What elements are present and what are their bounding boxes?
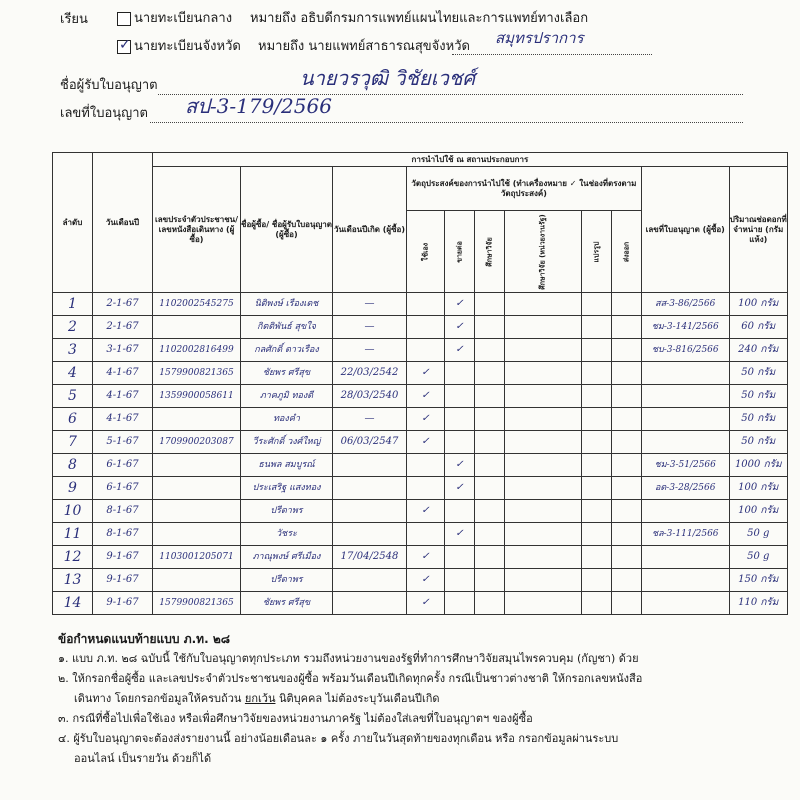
option-provincial-registrar: นายทะเบียนจังหวัด bbox=[134, 39, 241, 54]
cell-no[interactable]: 14 bbox=[53, 592, 93, 615]
cell-p5[interactable] bbox=[581, 523, 611, 546]
table-row bbox=[53, 431, 788, 454]
cell-p4[interactable] bbox=[505, 293, 581, 316]
cell-date[interactable]: 6-1-67 bbox=[93, 477, 153, 500]
cell-p5[interactable] bbox=[581, 408, 611, 431]
cell-p1[interactable]: ✓ bbox=[407, 500, 445, 523]
cell-date[interactable]: 4-1-67 bbox=[93, 408, 153, 431]
table-row bbox=[53, 592, 788, 615]
cell-p6[interactable] bbox=[611, 523, 641, 546]
table-row bbox=[53, 454, 788, 477]
notes-title: ข้อกำหนดแนบท้ายแบบ ภ.ท. ๒๘ bbox=[58, 632, 230, 646]
col-header-export: ส่งออก bbox=[611, 211, 641, 293]
cell-p1[interactable]: ✓ bbox=[407, 546, 445, 569]
cell-p5[interactable] bbox=[581, 339, 611, 362]
cell-p1[interactable] bbox=[407, 454, 445, 477]
cell-qty[interactable]: 50 g bbox=[729, 546, 787, 569]
cell-dob[interactable]: 17/04/2548 bbox=[333, 546, 407, 569]
cell-qty[interactable]: 110 กรัม bbox=[729, 592, 787, 615]
cell-p6[interactable] bbox=[611, 546, 641, 569]
cell-p1[interactable] bbox=[407, 477, 445, 500]
cell-id[interactable] bbox=[153, 408, 241, 431]
cell-id[interactable] bbox=[153, 569, 241, 592]
cell-p1[interactable]: ✓ bbox=[407, 431, 445, 454]
cell-no[interactable]: 10 bbox=[53, 500, 93, 523]
cell-p1[interactable]: ✓ bbox=[407, 408, 445, 431]
cell-p2[interactable] bbox=[445, 500, 475, 523]
cell-name[interactable]: ปรีดาพร bbox=[241, 569, 333, 592]
cell-p2[interactable]: ✓ bbox=[445, 339, 475, 362]
option-central-desc: หมายถึง อธิบดีกรมการแพทย์แผนไทยและการแพทย์ทางเลือก bbox=[250, 11, 589, 26]
cell-license[interactable] bbox=[641, 408, 729, 431]
cell-qty[interactable]: 50 กรัม bbox=[729, 431, 787, 454]
cell-p3[interactable] bbox=[475, 523, 505, 546]
cell-license[interactable] bbox=[641, 500, 729, 523]
cell-id[interactable]: 1579900821365 bbox=[153, 592, 241, 615]
cell-dob[interactable]: 06/03/2547 bbox=[333, 431, 407, 454]
cell-no[interactable]: 3 bbox=[53, 339, 93, 362]
cell-p2[interactable]: ✓ bbox=[445, 293, 475, 316]
cell-dob[interactable] bbox=[333, 523, 407, 546]
cell-p2[interactable] bbox=[445, 546, 475, 569]
checkbox-provincial-registrar[interactable] bbox=[117, 37, 131, 54]
cell-p4[interactable] bbox=[505, 523, 581, 546]
cell-p3[interactable] bbox=[475, 431, 505, 454]
cell-qty[interactable]: 150 กรัม bbox=[729, 569, 787, 592]
col-header-no: ลำดับ bbox=[53, 153, 93, 293]
cell-p6[interactable] bbox=[611, 569, 641, 592]
col-header-research: ศึกษาวิจัย bbox=[475, 211, 505, 293]
cell-no[interactable]: 12 bbox=[53, 546, 93, 569]
license-number-value[interactable]: สป-3-179/2566 bbox=[185, 94, 332, 118]
cell-p3[interactable] bbox=[475, 339, 505, 362]
cell-id[interactable]: 1102002816499 bbox=[153, 339, 241, 362]
cell-p1[interactable] bbox=[407, 523, 445, 546]
cell-dob[interactable] bbox=[333, 454, 407, 477]
cell-p5[interactable] bbox=[581, 316, 611, 339]
cell-p2[interactable] bbox=[445, 569, 475, 592]
cell-p3[interactable] bbox=[475, 500, 505, 523]
cell-p5[interactable] bbox=[581, 293, 611, 316]
cell-date[interactable]: 9-1-67 bbox=[93, 592, 153, 615]
option-provincial-desc: หมายถึง นายแพทย์สาธารณสุขจังหวัด bbox=[258, 39, 470, 54]
cell-id[interactable] bbox=[153, 523, 241, 546]
cell-dob[interactable]: — bbox=[333, 339, 407, 362]
cell-name[interactable]: วีระศักดิ์ วงศ์ใหญ่ bbox=[241, 431, 333, 454]
cell-p6[interactable] bbox=[611, 362, 641, 385]
cell-no[interactable]: 9 bbox=[53, 477, 93, 500]
cell-no[interactable]: 1 bbox=[53, 293, 93, 316]
cell-no[interactable]: 5 bbox=[53, 385, 93, 408]
cell-dob[interactable] bbox=[333, 477, 407, 500]
table-row bbox=[53, 385, 788, 408]
cell-p1[interactable]: ✓ bbox=[407, 385, 445, 408]
cell-license[interactable] bbox=[641, 546, 729, 569]
cell-p6[interactable] bbox=[611, 431, 641, 454]
cell-p4[interactable] bbox=[505, 477, 581, 500]
cell-date[interactable]: 2-1-67 bbox=[93, 293, 153, 316]
cell-date[interactable]: 9-1-67 bbox=[93, 569, 153, 592]
cell-p3[interactable] bbox=[475, 408, 505, 431]
license-number-label: เลขที่ใบอนุญาต bbox=[60, 106, 148, 121]
table-row bbox=[53, 408, 788, 431]
license-number-underline bbox=[150, 122, 743, 123]
province-underline bbox=[452, 54, 652, 55]
cell-p4[interactable] bbox=[505, 592, 581, 615]
cell-p2[interactable] bbox=[445, 408, 475, 431]
cell-name[interactable]: ชัยพร ศรีสุข bbox=[241, 362, 333, 385]
sales-record-table bbox=[52, 152, 788, 615]
cell-p4[interactable] bbox=[505, 339, 581, 362]
cell-id[interactable]: 1103001205071 bbox=[153, 546, 241, 569]
cell-p3[interactable] bbox=[475, 592, 505, 615]
table-row bbox=[53, 316, 788, 339]
cell-license[interactable] bbox=[641, 569, 729, 592]
cell-name[interactable]: ปรีดาพร bbox=[241, 500, 333, 523]
cell-p4[interactable] bbox=[505, 500, 581, 523]
cell-p4[interactable] bbox=[505, 408, 581, 431]
cell-p5[interactable] bbox=[581, 431, 611, 454]
cell-qty[interactable]: 60 กรัม bbox=[729, 316, 787, 339]
cell-name[interactable]: ธนพล สมบูรณ์ bbox=[241, 454, 333, 477]
cell-dob[interactable]: 22/03/2542 bbox=[333, 362, 407, 385]
cell-p5[interactable] bbox=[581, 454, 611, 477]
cell-id[interactable] bbox=[153, 477, 241, 500]
cell-name[interactable]: ประเสริฐ แสงทอง bbox=[241, 477, 333, 500]
licensee-label: ชื่อผู้รับใบอนุญาต bbox=[60, 78, 158, 93]
cell-p4[interactable] bbox=[505, 362, 581, 385]
cell-qty[interactable]: 100 กรัม bbox=[729, 500, 787, 523]
cell-p4[interactable] bbox=[505, 546, 581, 569]
cell-p3[interactable] bbox=[475, 569, 505, 592]
cell-p3[interactable] bbox=[475, 385, 505, 408]
cell-p6[interactable] bbox=[611, 454, 641, 477]
col-header-date: วันเดือนปี bbox=[93, 153, 153, 293]
cell-p4[interactable] bbox=[505, 316, 581, 339]
cell-date[interactable]: 3-1-67 bbox=[93, 339, 153, 362]
group-header-usage: การนำไปใช้ ณ สถานประกอบการ bbox=[153, 153, 788, 167]
cell-license[interactable] bbox=[641, 385, 729, 408]
col-header-license: เลขที่ใบอนุญาต (ผู้ซื้อ) bbox=[641, 167, 729, 293]
cell-no[interactable]: 4 bbox=[53, 362, 93, 385]
cell-p1[interactable]: ✓ bbox=[407, 592, 445, 615]
cell-id[interactable]: 1359900058611 bbox=[153, 385, 241, 408]
cell-p6[interactable] bbox=[611, 592, 641, 615]
cell-qty[interactable]: 240 กรัม bbox=[729, 339, 787, 362]
note-4-cont: ออนไลน์ เป็นรายวัน ด้วยก็ได้ bbox=[74, 752, 212, 765]
cell-p2[interactable]: ✓ bbox=[445, 477, 475, 500]
cell-p1[interactable]: ✓ bbox=[407, 362, 445, 385]
province-value[interactable]: สมุทรปราการ bbox=[495, 29, 584, 47]
cell-p2[interactable] bbox=[445, 431, 475, 454]
cell-p4[interactable] bbox=[505, 431, 581, 454]
cell-id[interactable] bbox=[153, 500, 241, 523]
table-row bbox=[53, 546, 788, 569]
cell-id[interactable] bbox=[153, 454, 241, 477]
cell-license[interactable]: ชล-3-111/2566 bbox=[641, 523, 729, 546]
cell-qty[interactable]: 100 กรัม bbox=[729, 477, 787, 500]
cell-p1[interactable]: ✓ bbox=[407, 569, 445, 592]
cell-p6[interactable] bbox=[611, 385, 641, 408]
cell-license[interactable] bbox=[641, 431, 729, 454]
note-2: ๒. ให้กรอกชื่อผู้ซื้อ และเลขประจำตัวประชาชนของผู้ซื้อ พร้อมวันเดือนปีเกิดทุกครั้ง กรณีเป็นชาวต่างชาติ ให้กรอกเลขหนังสือ bbox=[58, 672, 643, 685]
cell-qty[interactable]: 50 กรัม bbox=[729, 362, 787, 385]
col-header-self-use: ใช้เอง bbox=[407, 211, 445, 293]
col-header-id: เลขประจำตัวประชาชน/ เลขหนังสือเดินทาง (ผู้ซื้อ) bbox=[153, 167, 241, 293]
cell-license[interactable]: อด-3-28/2566 bbox=[641, 477, 729, 500]
cell-no[interactable]: 13 bbox=[53, 569, 93, 592]
cell-license[interactable] bbox=[641, 362, 729, 385]
col-header-dob: วันเดือนปีเกิด (ผู้ซื้อ) bbox=[333, 167, 407, 293]
cell-p2[interactable]: ✓ bbox=[445, 523, 475, 546]
col-header-research-gov: ศึกษาวิจัย (หน่วยงานรัฐ) bbox=[505, 211, 581, 293]
cell-p4[interactable] bbox=[505, 569, 581, 592]
cell-date[interactable]: 4-1-67 bbox=[93, 385, 153, 408]
note-1: ๑. แบบ ภ.ท. ๒๘ ฉบับนี้ ใช้กับใบอนุญาตทุกประเภท รวมถึงหน่วยงานของรัฐที่ทำการศึกษาวิจัยสมุนไพรควบคุม (กัญชา) ด้วย bbox=[58, 652, 639, 665]
cell-p4[interactable] bbox=[505, 385, 581, 408]
cell-date[interactable]: 6-1-67 bbox=[93, 454, 153, 477]
cell-id[interactable] bbox=[153, 316, 241, 339]
cell-name[interactable]: ภาคภูมิ ทองดี bbox=[241, 385, 333, 408]
cell-p3[interactable] bbox=[475, 546, 505, 569]
cell-p5[interactable] bbox=[581, 385, 611, 408]
cell-dob[interactable]: 28/03/2540 bbox=[333, 385, 407, 408]
cell-qty[interactable]: 100 กรัม bbox=[729, 293, 787, 316]
group-header-purpose: วัตถุประสงค์ของการนำไปใช้ (ทำเครื่องหมาย ✓ ในช่องที่ตรงตามวัตถุประสงค์) bbox=[407, 167, 642, 211]
table-row bbox=[53, 500, 788, 523]
cell-no[interactable]: 6 bbox=[53, 408, 93, 431]
cell-p2[interactable] bbox=[445, 592, 475, 615]
cell-p5[interactable] bbox=[581, 592, 611, 615]
cell-id[interactable]: 1579900821365 bbox=[153, 362, 241, 385]
cell-license[interactable]: ชม-3-141/2566 bbox=[641, 316, 729, 339]
cell-p3[interactable] bbox=[475, 454, 505, 477]
note-2-cont: เดินทาง โดยกรอกข้อมูลให้ครบถ้วน ยกเว้น นิติบุคคล ไม่ต้องระบุวันเดือนปีเกิด bbox=[74, 692, 440, 705]
cell-p5[interactable] bbox=[581, 546, 611, 569]
cell-p2[interactable] bbox=[445, 385, 475, 408]
cell-p6[interactable] bbox=[611, 477, 641, 500]
cell-qty[interactable]: 50 g bbox=[729, 523, 787, 546]
cell-p5[interactable] bbox=[581, 569, 611, 592]
col-header-processing: แปรรูป bbox=[581, 211, 611, 293]
cell-p1[interactable] bbox=[407, 339, 445, 362]
cell-no[interactable]: 11 bbox=[53, 523, 93, 546]
cell-no[interactable]: 8 bbox=[53, 454, 93, 477]
table-row bbox=[53, 523, 788, 546]
cell-id[interactable]: 1102002545275 bbox=[153, 293, 241, 316]
cell-p3[interactable] bbox=[475, 477, 505, 500]
cell-p6[interactable] bbox=[611, 500, 641, 523]
cell-qty[interactable]: 50 กรัม bbox=[729, 408, 787, 431]
cell-name[interactable]: ภาณุพงษ์ ศรีเมือง bbox=[241, 546, 333, 569]
cell-date[interactable]: 4-1-67 bbox=[93, 362, 153, 385]
cell-p6[interactable] bbox=[611, 316, 641, 339]
col-header-name: ชื่อผู้ซื้อ/ ชื่อผู้รับใบอนุญาต (ผู้ซื้อ) bbox=[241, 167, 333, 293]
option-central-registrar: นายทะเบียนกลาง bbox=[134, 11, 233, 26]
table-row bbox=[53, 362, 788, 385]
cell-qty[interactable]: 1000 กรัม bbox=[729, 454, 787, 477]
cell-qty[interactable]: 50 กรัม bbox=[729, 385, 787, 408]
cell-name[interactable]: นิติพงษ์ เรืองเดช bbox=[241, 293, 333, 316]
cell-p3[interactable] bbox=[475, 362, 505, 385]
cell-license[interactable] bbox=[641, 592, 729, 615]
cell-p6[interactable] bbox=[611, 339, 641, 362]
cell-date[interactable]: 8-1-67 bbox=[93, 500, 153, 523]
cell-date[interactable]: 5-1-67 bbox=[93, 431, 153, 454]
to-label: เรียน bbox=[60, 12, 88, 27]
cell-id[interactable]: 1709900203087 bbox=[153, 431, 241, 454]
cell-p6[interactable] bbox=[611, 408, 641, 431]
cell-p3[interactable] bbox=[475, 316, 505, 339]
table-row bbox=[53, 339, 788, 362]
cell-dob[interactable]: — bbox=[333, 293, 407, 316]
cell-no[interactable]: 2 bbox=[53, 316, 93, 339]
col-header-resale: ขายต่อ bbox=[445, 211, 475, 293]
cell-license[interactable]: ชม-3-51/2566 bbox=[641, 454, 729, 477]
cell-p2[interactable]: ✓ bbox=[445, 316, 475, 339]
cell-name[interactable]: กลศักดิ์ ดาวเรือง bbox=[241, 339, 333, 362]
cell-name[interactable]: ทองคำ bbox=[241, 408, 333, 431]
cell-p5[interactable] bbox=[581, 477, 611, 500]
cell-dob[interactable]: — bbox=[333, 408, 407, 431]
cell-dob[interactable]: — bbox=[333, 316, 407, 339]
cell-dob[interactable] bbox=[333, 592, 407, 615]
cell-p1[interactable] bbox=[407, 293, 445, 316]
table-row bbox=[53, 477, 788, 500]
checkbox-central-registrar[interactable] bbox=[117, 12, 131, 26]
cell-license[interactable]: สส-3-86/2566 bbox=[641, 293, 729, 316]
cell-no[interactable]: 7 bbox=[53, 431, 93, 454]
cell-date[interactable]: 2-1-67 bbox=[93, 316, 153, 339]
cell-name[interactable]: ชัยพร ศรีสุข bbox=[241, 592, 333, 615]
note-4: ๔. ผู้รับใบอนุญาตจะต้องส่งรายงานนี้ อย่างน้อยเดือนละ ๑ ครั้ง ภายในวันสุดท้ายของทุกเดือน หรือ กรอกข้อมูลผ่านระบบ bbox=[58, 732, 619, 745]
table-row bbox=[53, 569, 788, 592]
cell-p5[interactable] bbox=[581, 500, 611, 523]
cell-date[interactable]: 8-1-67 bbox=[93, 523, 153, 546]
licensee-value[interactable]: นายวรวุฒิ วิชัยเวชศ์ bbox=[300, 66, 476, 90]
cell-p5[interactable] bbox=[581, 362, 611, 385]
cell-p4[interactable] bbox=[505, 454, 581, 477]
cell-name[interactable]: วัชระ bbox=[241, 523, 333, 546]
note-3: ๓. กรณีที่ซื้อไปเพื่อใช้เอง หรือเพื่อศึกษาวิจัยของหน่วยงานภาครัฐ ไม่ต้องใส่เลขที่ใบอนุญาตฯ ของผู้ซื้อ bbox=[58, 712, 533, 725]
note-2-exception: ยกเว้น bbox=[244, 692, 276, 705]
col-header-qty: ปริมาณช่อดอกที่จำหน่าย (กรัมแห้ง) bbox=[729, 167, 787, 293]
cell-date[interactable]: 9-1-67 bbox=[93, 546, 153, 569]
cell-p3[interactable] bbox=[475, 293, 505, 316]
cell-license[interactable]: ชบ-3-816/2566 bbox=[641, 339, 729, 362]
cell-p6[interactable] bbox=[611, 293, 641, 316]
table-row bbox=[53, 293, 788, 316]
cell-p2[interactable] bbox=[445, 362, 475, 385]
check-mark-icon: ✓ bbox=[119, 37, 131, 53]
cell-dob[interactable] bbox=[333, 569, 407, 592]
cell-dob[interactable] bbox=[333, 500, 407, 523]
cell-p1[interactable] bbox=[407, 316, 445, 339]
cell-p2[interactable]: ✓ bbox=[445, 454, 475, 477]
cell-name[interactable]: กิตติพันธ์ สุขใจ bbox=[241, 316, 333, 339]
